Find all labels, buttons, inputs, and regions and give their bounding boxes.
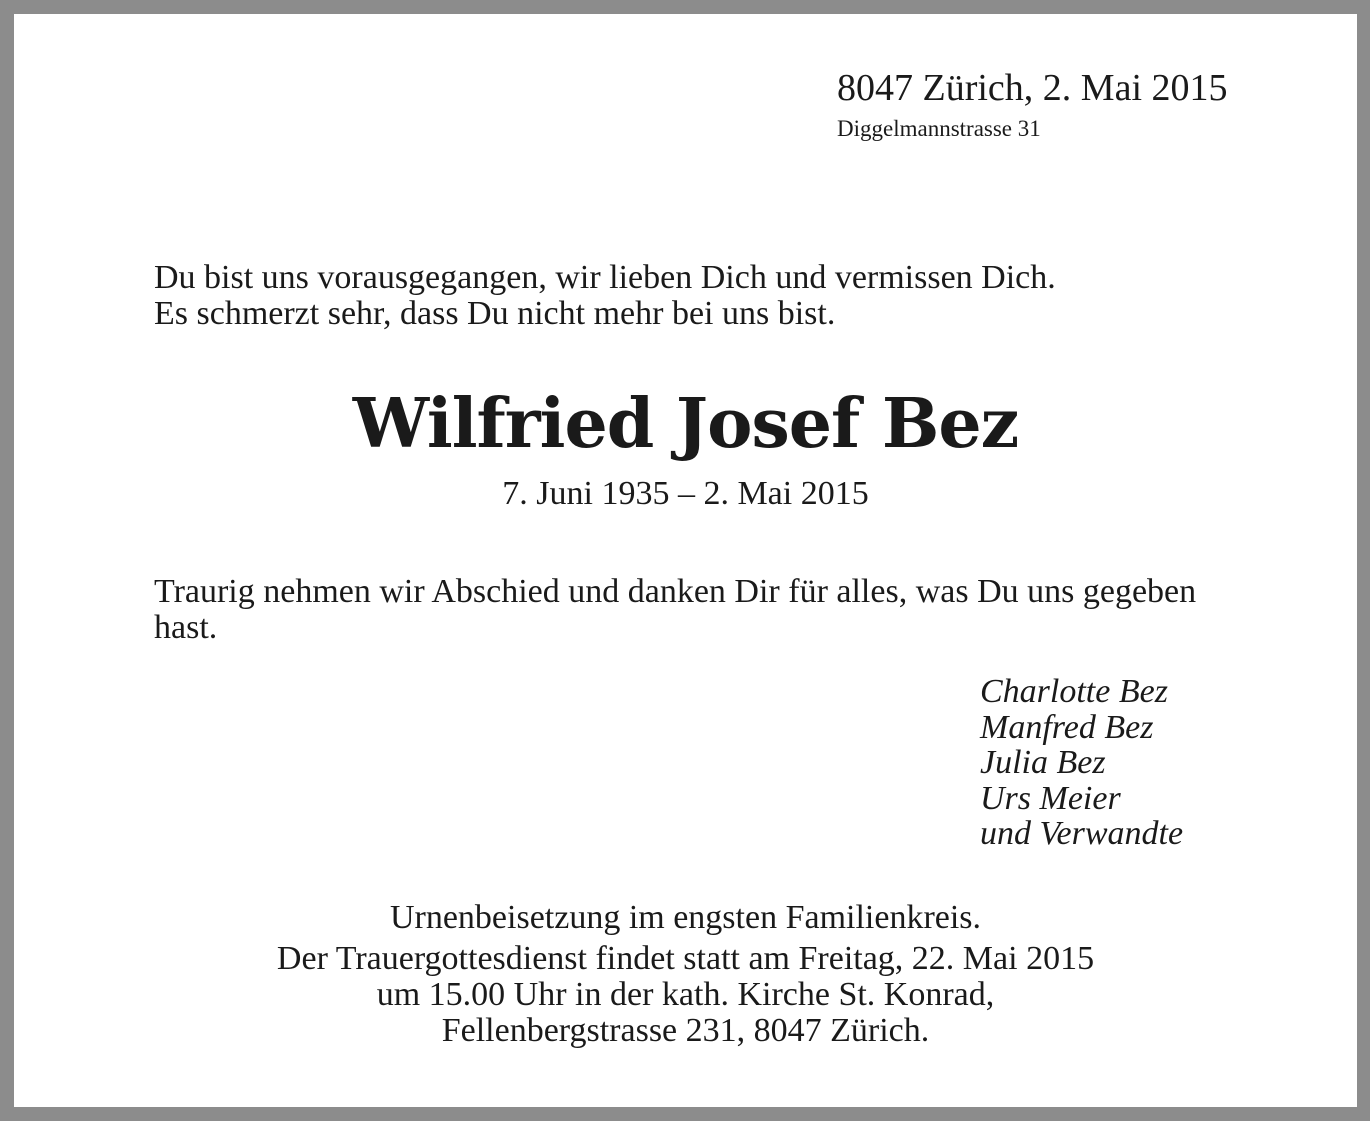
service-line: um 15.00 Uhr in der kath. Kirche St. Konrad, [376,976,995,1013]
intro-text [154,260,1264,332]
burial-note: Urnenbeisetzung im engsten Familienkreis. [389,899,982,936]
intro-line: Es schmerzt sehr, dass Du nicht mehr bei uns bist. [154,295,836,332]
signatory: Manfred Bez [980,708,1154,746]
service-info [14,898,1357,1049]
signatory: Julia Bez [980,744,1106,781]
service-line: Fellenbergstrasse 231, 8047 Zürich. [441,1012,930,1049]
signatories-list [980,674,1310,852]
signatory: Urs Meier [980,779,1121,817]
obituary-card [14,14,1357,1107]
deceased-name: Wilfried Josef Bez [352,384,1019,464]
header [837,68,1277,142]
address: Diggelmannstrasse 31 [837,116,1041,141]
service-details [14,941,1357,1049]
lifespan-dates: 7. Juni 1935 – 2. Mai 2015 [502,475,869,512]
signatory: Charlotte Bez [980,673,1168,710]
signatory: und Verwandte [980,815,1184,852]
service-line: Der Trauergottesdienst findet statt am Freitag, 22. Mai 2015 [276,940,1095,977]
place-date: 8047 Zürich, 2. Mai 2015 [837,67,1228,109]
intro-line: Du bist uns vorausgegangen, wir lieben Dich und vermissen Dich. [154,259,1056,296]
thanks-text: Traurig nehmen wir Abschied und danken Dir für alles, was Du uns gegeben hast. [154,573,1197,646]
